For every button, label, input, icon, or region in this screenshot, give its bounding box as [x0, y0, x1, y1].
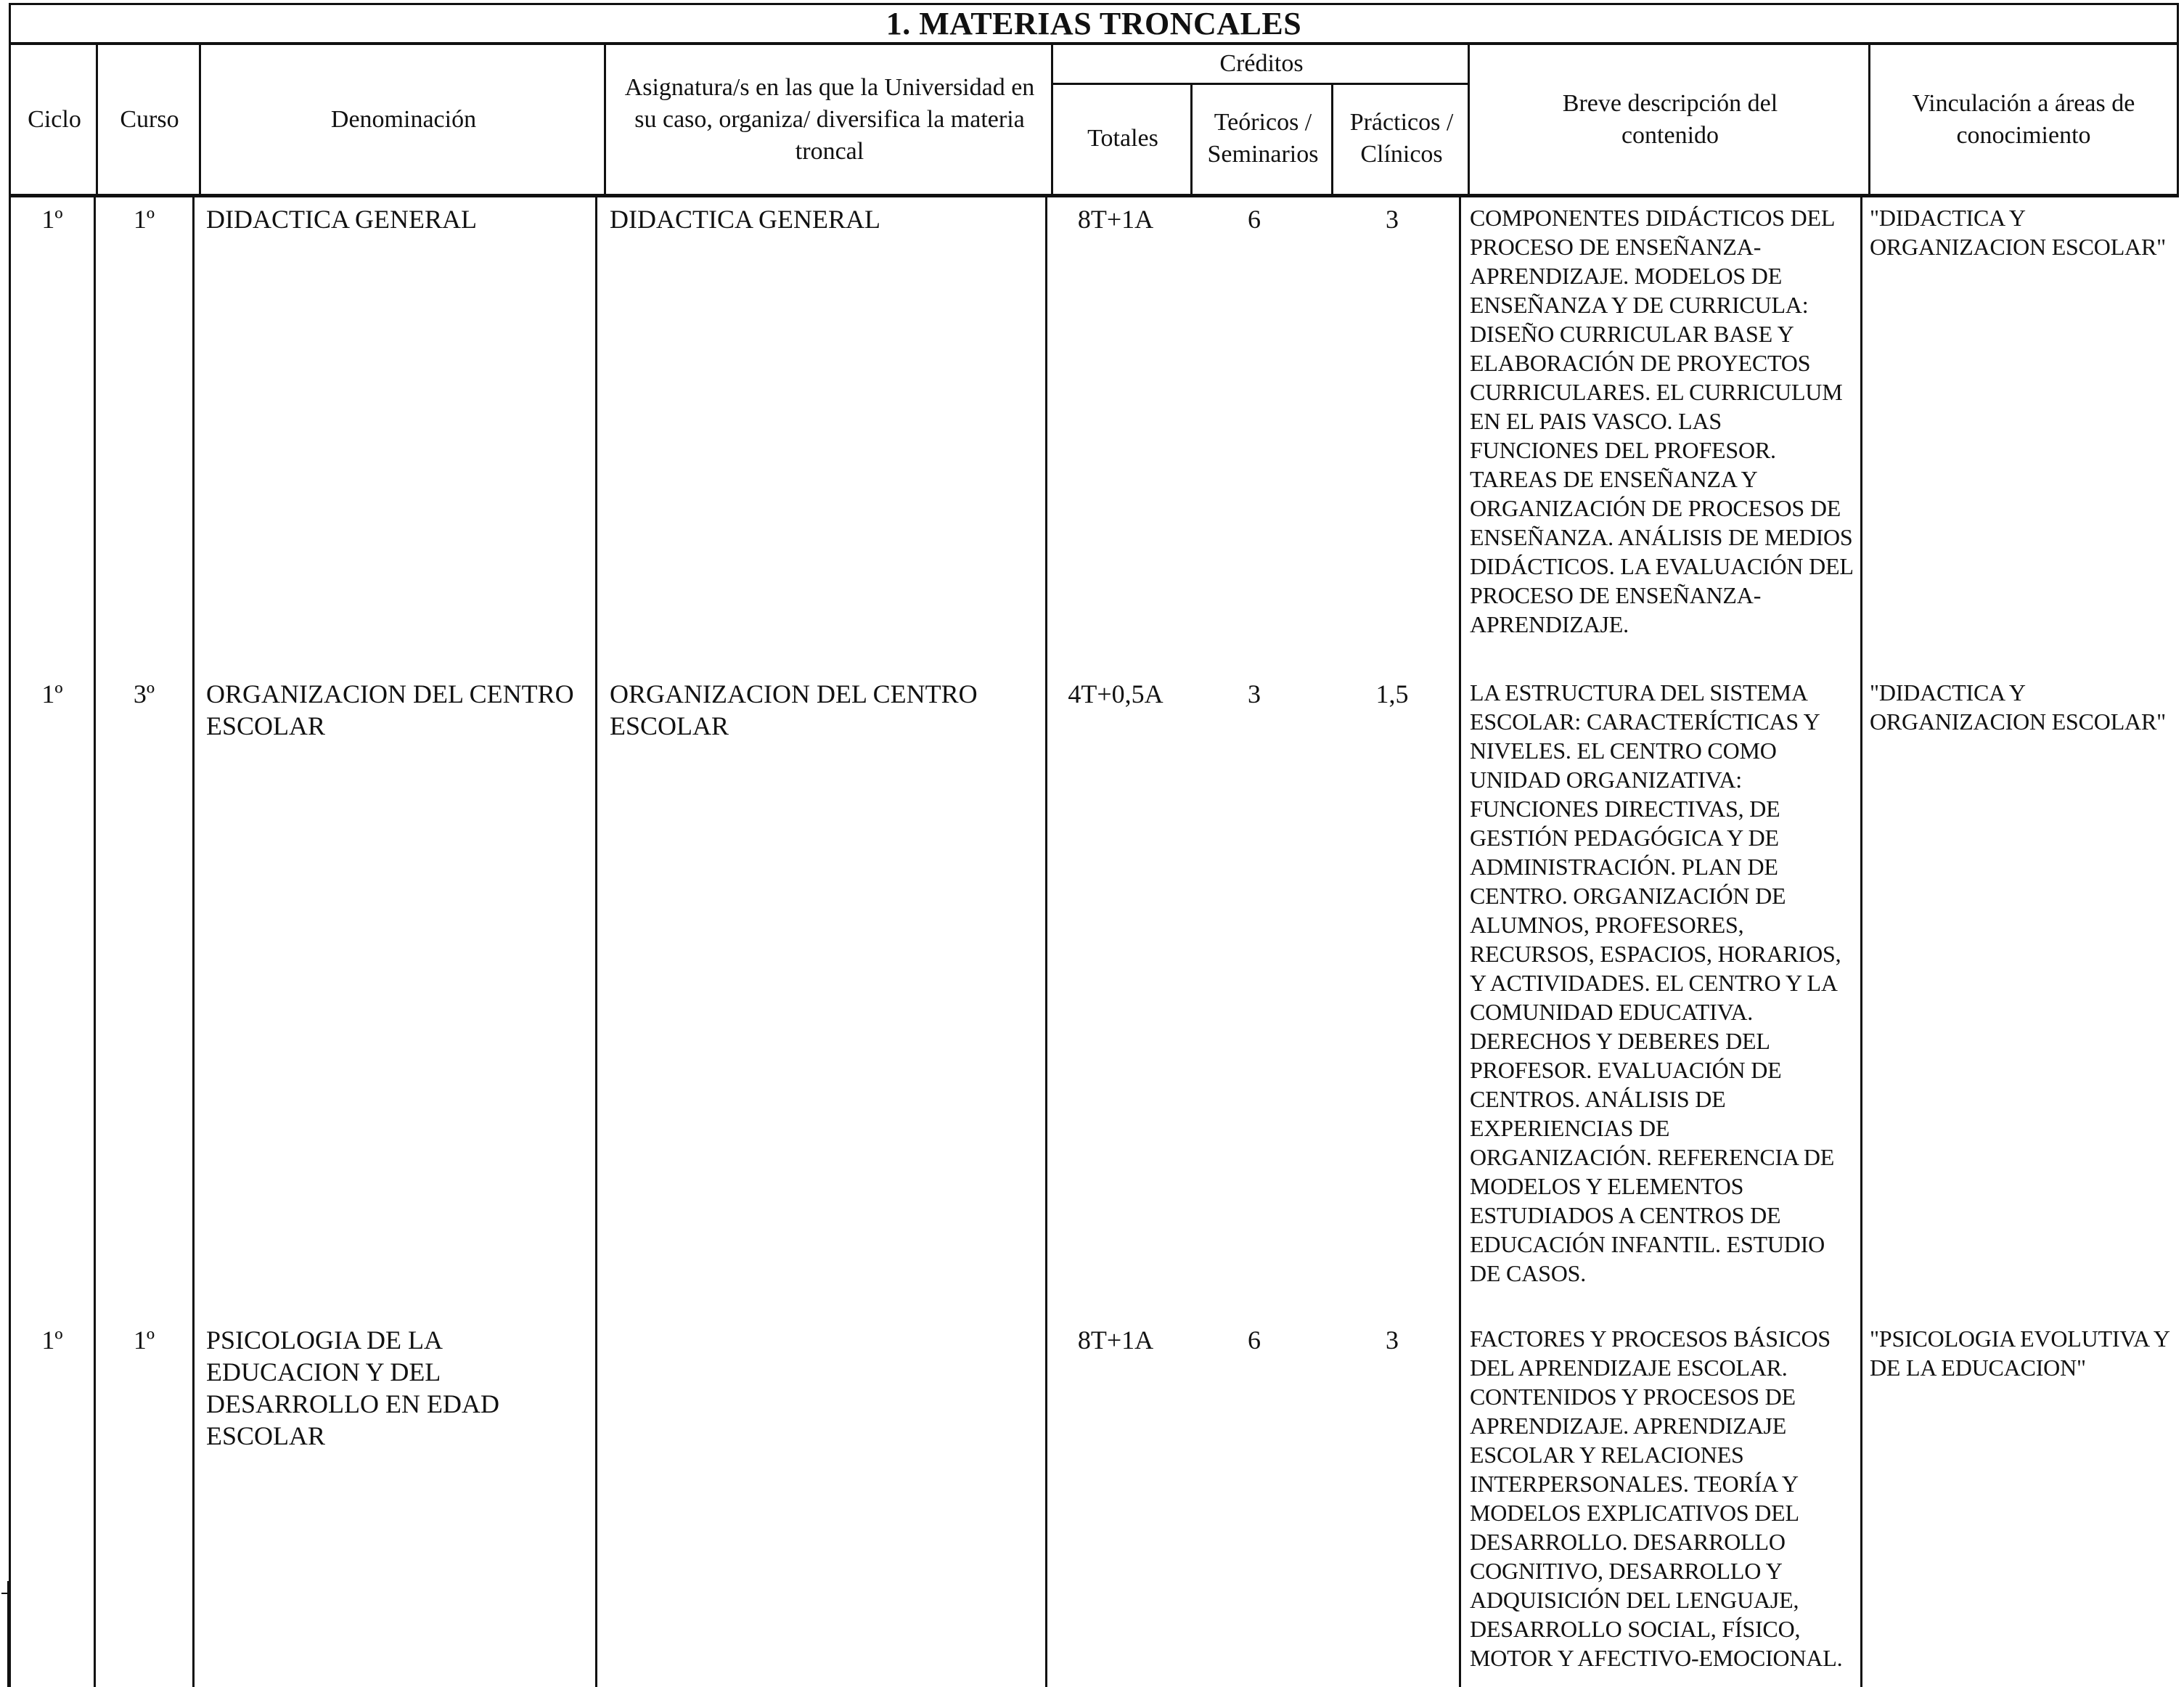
header-creditos: Créditos — [1219, 50, 1304, 77]
row3-vinculacion: "PSICOLOGIA EVOLUTIVA Y DE LA EDUCACION" — [1870, 1326, 2169, 1381]
row1-ciclo: 1º — [41, 205, 63, 234]
row3-practicos: 3 — [1386, 1326, 1399, 1355]
header-teoricos: Teóricos / Seminarios — [1207, 108, 1319, 168]
grid-line — [1868, 45, 1870, 194]
row2-descripcion: LA ESTRUCTURA DEL SISTEMA ESCOLAR: CARACTERÍCTICAS Y NIVELES. EL CENTRO COMO UNIDAD ORGANIZATIVA: FUNCIONES DIRECTIVAS, DE GESTIÓN PEDAGÓGICA Y DE ADMINISTRACIÓN. PLAN DE CENTRO. ORGANIZACIÓN DE ALUMNOS, PROFESORES, RECURSOS, ESPACIOS, HORARIOS, Y ACTIVIDADES. EL CENTRO Y LA COMUNIDAD EDUCATIVA. DERECHOS Y DEBERES DEL PROFESOR. EVALUACIÓN DE CENTROS. ANÁLISIS DE EXPERIENCIAS DE ORGANIZACIÓN. REFERENCIA DE MODELOS Y ELEMENTOS ESTUDIADOS A CENTROS DE EDUCACIÓN INFANTIL. ESTUDIO DE CASOS. — [1470, 679, 1841, 1286]
table-header — [9, 45, 2179, 197]
grid-line — [94, 197, 96, 1687]
row3-denominacion: PSICOLOGIA DE LA EDUCACION Y DEL DESARROLLO EN EDAD ESCOLAR — [206, 1326, 499, 1450]
header-curso: Curso — [120, 105, 179, 133]
grid-line — [199, 45, 201, 194]
margin-tick — [1, 1593, 9, 1594]
grid-line — [1045, 197, 1047, 1687]
grid-line — [595, 197, 597, 1687]
grid-line — [604, 45, 606, 194]
row2-totales: 4T+0,5A — [1068, 679, 1163, 708]
grid-line — [1190, 83, 1193, 194]
margin-mark — [7, 1581, 9, 1687]
row1-totales: 8T+1A — [1077, 205, 1154, 234]
grid-line — [96, 45, 98, 194]
header-denominacion: Denominación — [330, 105, 477, 133]
row2-ciclo: 1º — [41, 679, 63, 708]
row2-asignatura: ORGANIZACION DEL CENTRO ESCOLAR — [610, 679, 978, 740]
grid-line — [192, 197, 195, 1687]
row1-practicos: 3 — [1386, 205, 1399, 234]
row2-curso: 3º — [133, 679, 155, 708]
row1-descripcion: COMPONENTES DIDÁCTICOS DEL PROCESO DE ENSEÑANZA-APRENDIZAJE. MODELOS DE ENSEÑANZA Y DE CURRICULA: DISEÑO CURRICULAR BASE Y ELABORACIÓN DE PROYECTOS CURRICULARES. EL CURRICULUM EN EL PAIS VASCO. LAS FUNCIONES DEL PROFESOR. TAREAS DE ENSEÑANZA Y ORGANIZACIÓN DE PROCESOS DE ENSEÑANZA. ANÁLISIS DE MEDIOS DIDÁCTICOS. LA EVALUACIÓN DEL PROCESO DE ENSEÑANZA-APRENDIZAJE. — [1470, 205, 1853, 637]
header-totales: Totales — [1087, 124, 1158, 152]
grid-line — [1468, 45, 1470, 194]
row3-descripcion: FACTORES Y PROCESOS BÁSICOS DEL APRENDIZAJE ESCOLAR. CONTENIDOS Y PROCESOS DE APRENDIZAJE. APRENDIZAJE ESCOLAR Y RELACIONES INTERPERSONALES. TEORÍA Y MODELOS EXPLICATIVOS DEL DESARROLLO. DESARROLLO COGNITIVO, DESARROLLO Y ADQUISICIÓN DEL LENGUAJE, DESARROLLO SOCIAL, FÍSICO, MOTOR Y AFECTIVO-EMOCIONAL. — [1470, 1326, 1843, 1671]
header-descripcion: Breve descripción del contenido — [1562, 89, 1778, 149]
row1-teoricos: 6 — [1248, 205, 1261, 234]
row1-curso: 1º — [133, 205, 155, 234]
row3-teoricos: 6 — [1248, 1326, 1261, 1355]
header-asignatura: Asignatura/s en las que la Universidad en su caso, organiza/ diversifica la materia troncal — [624, 73, 1035, 165]
row2-denominacion: ORGANIZACION DEL CENTRO ESCOLAR — [206, 679, 574, 740]
grid-line — [1051, 83, 1470, 85]
grid-line — [9, 197, 11, 1687]
row1-vinculacion: "DIDACTICA Y ORGANIZACION ESCOLAR" — [1870, 205, 2166, 260]
header-ciclo: Ciclo — [28, 105, 81, 133]
table-title: 1. MATERIAS TRONCALES — [9, 3, 2179, 45]
grid-line — [1051, 45, 1053, 194]
row3-ciclo: 1º — [41, 1326, 63, 1355]
row3-curso: 1º — [133, 1326, 155, 1355]
row2-teoricos: 3 — [1248, 679, 1261, 708]
row1-denominacion: DIDACTICA GENERAL — [206, 205, 477, 234]
header-vinculacion: Vinculación a áreas de conocimiento — [1912, 89, 2135, 149]
row1-asignatura: DIDACTICA GENERAL — [610, 205, 880, 234]
header-practicos: Prácticos / Clínicos — [1349, 108, 1454, 168]
row3-totales: 8T+1A — [1077, 1326, 1154, 1355]
grid-line — [1860, 197, 1862, 1687]
grid-line — [1459, 197, 1461, 1687]
row2-practicos: 1,5 — [1375, 679, 1409, 708]
grid-line — [1331, 83, 1333, 194]
row2-vinculacion: "DIDACTICA Y ORGANIZACION ESCOLAR" — [1870, 679, 2166, 735]
